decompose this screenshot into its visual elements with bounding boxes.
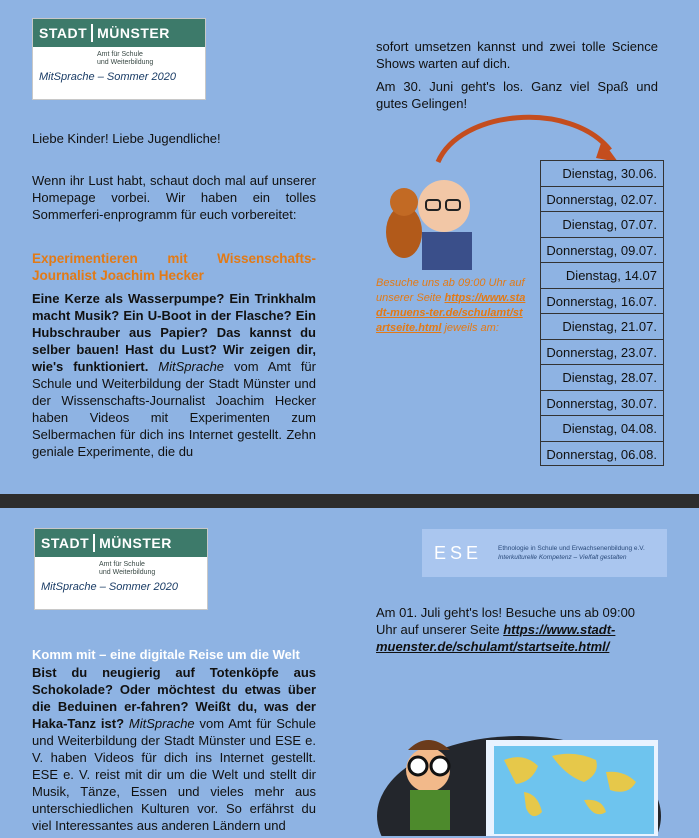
date-row: Dienstag, 21.07. xyxy=(540,313,664,339)
date-row: Donnerstag, 16.07. xyxy=(540,288,664,314)
visit-text: Besuche uns ab 09:00 Uhr auf unserer Seite https://www.stadt-muens-ter.de/schulamt/startseite.html jeweils am: xyxy=(376,277,526,334)
date-row: Donnerstag, 30.07. xyxy=(540,390,664,416)
date-row: Donnerstag, 09.07. xyxy=(540,237,664,263)
logo-tagline: MitSprache – Sommer 2020 xyxy=(39,71,176,83)
section-headline: Experimentieren mit Wissenschafts-Journalist Joachim Hecker xyxy=(32,251,316,283)
date-row: Donnerstag, 02.07. xyxy=(540,186,664,212)
date-row: Dienstag, 04.08. xyxy=(540,415,664,441)
section-headline: Komm mit – eine digitale Reise um die Welt xyxy=(32,647,300,662)
start-text: Am 30. Juni geht's los. Ganz viel Spaß und gutes Gelingen! xyxy=(376,79,658,111)
stadt-muenster-logo: STADT MÜNSTER Amt für Schule und Weiterbildung MitSprache – Sommer 2020 xyxy=(34,528,208,610)
ese-logo: ESE Ethnologie in Schule und Erwachsenenbildung e.V. Interkulturelle Kompetenz – Vielfalt gestalten xyxy=(422,529,667,577)
section-divider xyxy=(0,494,699,508)
homepage-link[interactable]: https://www.stadt-muenster.de/schulamt/startseite.html/ xyxy=(376,622,616,654)
greeting: Liebe Kinder! Liebe Jugendliche! xyxy=(32,131,221,146)
start-text: Am 01. Juli geht's los! Besuche uns ab 09:00 Uhr auf unserer Seite https://www.stadt-muenster.de/schulamt/startseite.html/ xyxy=(376,605,636,654)
dates-table xyxy=(540,160,664,466)
date-row: Dienstag, 30.06. xyxy=(540,160,664,186)
date-row: Dienstag, 14.07 xyxy=(540,262,664,288)
homepage-link[interactable]: https://www.stadt-muens-ter.de/schulamt/startseite.html xyxy=(376,292,526,334)
logo-tagline: MitSprache – Sommer 2020 xyxy=(41,581,178,593)
section-body: Eine Kerze als Wasserpumpe? Ein Trinkhalm macht Musik? Ein U-Boot in der Flasche? Ein Hubschrauber aus Papier? Das kannst du selber bauen! Hast du Lust? Wir zeigen dir, wie's funktioniert. MitSprache vom Amt für Schule und Weiterbildung der Stadt Münster und der Wissenschafts-Journalist Joachim Hecker haben Videos mit Experimenten zum Selbermachen für dich ins Internet gestellt. Zehn geniale Experimente, die du xyxy=(32,291,316,459)
date-row: Donnerstag, 23.07. xyxy=(540,339,664,365)
date-row: Donnerstag, 06.08. xyxy=(540,441,664,467)
date-row: Dienstag, 07.07. xyxy=(540,211,664,237)
stadt-muenster-logo: STADT MÜNSTER Amt für Schule und Weiterbildung MitSprache – Sommer 2020 xyxy=(32,18,206,100)
section-body: Bist du neugierig auf Totenköpfe aus Schokolade? Oder möchtest du etwas über die Beduinen er-fahren? Weißt du, was der Haka-Tanz ist? MitSprache vom Amt für Schule und Weiterbildung der Stadt Münster und ESE e. V. haben Videos für dich ins Internet gestellt. ESE e. V. reist mit dir um die Welt und stellt dir Musik, Tänze, Essen und vieles mehr aus unterschiedlichen Kulturen vor. So erfährst du viel Interessantes aus anderen Ländern und xyxy=(32,665,316,833)
date-row: Dienstag, 28.07. xyxy=(540,364,664,390)
presenter-photo xyxy=(382,172,482,272)
intro-text: Wenn ihr Lust habt, schaut doch mal auf unserer Homepage vorbei. Wir haben ein tolles Sommerferi-enprogramm für euch vorbereitet: xyxy=(32,173,316,222)
world-map-illustration xyxy=(374,726,664,836)
right-top-text: sofort umsetzen kannst und zwei tolle Science Shows warten auf dich. xyxy=(376,39,658,71)
